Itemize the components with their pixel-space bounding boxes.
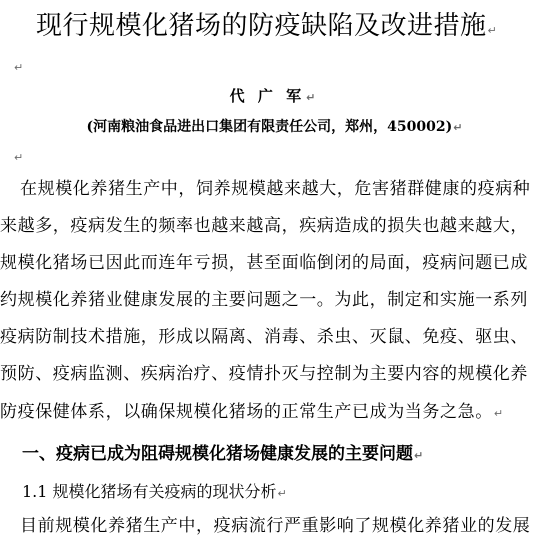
document-title [36, 13, 497, 39]
heading-2-text: 1.1 规模化猪场有关疫病的现状分析 [22, 482, 277, 501]
body-text-last-part: 防疫保健体系，以确保规模化猪场的正常生产已成为当务之急。 [0, 402, 493, 422]
body-text-line: 来越多，疫病发生的频率也越来越高，疾病造成的损失也越来越大， [0, 216, 528, 236]
body-text-line: 在规模化养猪生产中，饲养规模越来越大，危害猪群健康的疫病种 [20, 179, 531, 199]
section-heading-1-1 [22, 484, 287, 500]
body-text-line: 疫病防制技术措施，形成以隔离、消毒、杀虫、灭鼠、免疫、驱虫、 [0, 327, 528, 347]
paragraph-mark-icon: ↵ [453, 121, 463, 134]
author-name [0, 89, 549, 104]
heading-1-text: 一、疫病已成为阻碍规模化猪场健康发展的主要问题 [22, 444, 413, 464]
body-text-line: 约规模化养猪业健康发展的主要问题之一。为此，制定和实施一系列 [0, 290, 528, 310]
paragraph-mark-icon: ↵ [414, 449, 424, 462]
section-heading-1 [22, 446, 423, 463]
body-text-line: 规模化猪场已因此而连年亏损，甚至面临倒闭的局面，疫病问题已成 [0, 253, 528, 273]
paragraph-mark-icon: ↵ [306, 91, 320, 104]
affiliation-text: (河南粮油食品进出口集团有限责任公司，郑州，450002) [86, 119, 453, 135]
paragraph-mark-icon: ↵ [14, 151, 24, 164]
title-text: 现行规模化猪场的防疫缺陷及改进措施 [36, 11, 487, 41]
paragraph-mark-icon: ↵ [493, 407, 504, 420]
body-text-line: 目前规模化养猪生产中，疫病流行严重影响了规模化养猪业的发展 [20, 516, 531, 536]
paragraph-mark-icon: ↵ [14, 61, 24, 74]
body-text-line: 预防、疫病监测、疾病治疗、疫情扑灭与控制为主要内容的规模化养 [0, 364, 528, 384]
body-text-line [0, 404, 504, 421]
paragraph-mark-icon: ↵ [487, 24, 498, 37]
author-affiliation [0, 120, 549, 134]
paragraph-mark-icon: ↵ [277, 487, 287, 500]
author-text: 代 广 军 [229, 87, 306, 105]
